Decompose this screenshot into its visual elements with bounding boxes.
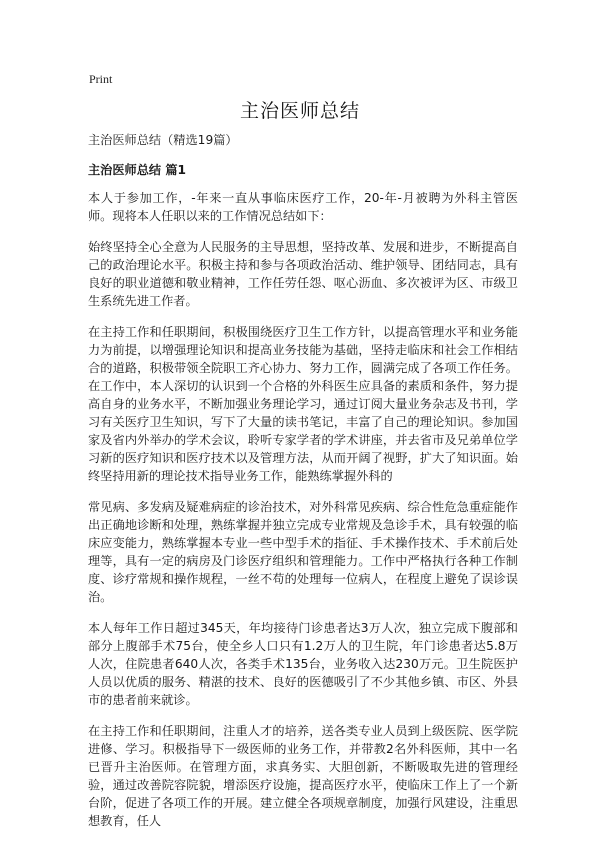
paragraph-2: 始终坚持全心全意为人民服务的主导思想，坚持改革、发展和进步，不断提高自己的政治理论水平。积极主持和参与各项政治活动、维护领导、团结同志，具有良好的职业道德和敬业精神，工作任劳任怨、呕心沥血、多次被评为区、市级卫生系统先进工作者。: [88, 240, 518, 308]
paragraph-6: 在主持工作和任职期间，注重人才的培养，送各类专业人员到上级医院、医学院进修、学习。积极指导下一级医师的业务工作，并带教2名外科医师，其中一名已晋升主治医师。在管理方面，求真务实、大胆创新，不断吸取先进的管理经验，通过改善院容院貌，增添医疗设施，提高医疗水平，使临床工作上了一个新台阶，促进了各项工作的开展。建立健全各项规章制度，加强行风建设，注重思想教育，任人: [88, 724, 518, 828]
print-label[interactable]: Print: [89, 72, 113, 86]
page-title: 主治医师总结: [239, 100, 360, 122]
paragraph-3: 在主持工作和任职期间，积极围绕医疗卫生工作方针，以提高管理水平和业务能力为前提，以增强理论知识和提高业务技能为基础，坚持走临床和社会工作相结合的道路，积极带领全院职工齐心协力、努力工作，圆满完成了各项工作任务。在工作中，本人深切的认识到一个合格的外科医生应具备的素质和条件，努力提高自身的业务水平，不断加强业务理论学习，通过订阅大量业务杂志及书刊，学习有关医疗卫生知识，写下了大量的读书笔记，丰富了自己的理论知识。参加国家及省内外举办的学术会议，聆听专家学者的学术讲座，并去省市及兄弟单位学习新的医疗知识和医疗技术以及管理方法，从而开阔了视野，扩大了知识面。始终坚持用新的理论技术指导业务工作，能熟练掌握外科的: [88, 325, 518, 483]
paragraph-1: 本人于参加工作，-年来一直从事临床医疗工作，20-年-月被聘为外科主管医师。现将本人任职以来的工作情况总结如下：: [88, 191, 518, 223]
paragraph-5: 本人每年工作日超过345天，年均接待门诊患者达3万人次，独立完成下腹部和部分上腹部手术75台，使全乡人口只有1.2万人的卫生院，年门诊患者达5.8万人次，住院患者640人次，各类手术135台，业务收入达230万元。卫生院医护人员以优质的服务、精湛的技术、良好的医德吸引了不少其他乡镇、市区、外县市的患者前来就诊。: [88, 621, 518, 707]
document-body: [88, 131, 518, 843]
paragraph-4: 常见病、多发病及疑难病症的诊治技术，对外科常见疾病、综合性危急重症能作出正确地诊断和处理，熟练掌握并独立完成专业常规及急诊手术，具有较强的临床应变能力，熟练掌握本专业一些中型手术的指征、手术操作技术、手术前后处理等，具有一定的病房及门诊医疗组织和管理能力。工作中严格执行各种工作制度、诊疗常规和操作规程，一丝不苟的处理每一位病人，在程度上避免了误诊误治。: [88, 500, 518, 604]
document-subtitle: 主治医师总结（精选19篇）: [88, 133, 238, 147]
section-heading: 主治医师总结 篇1: [88, 163, 187, 177]
